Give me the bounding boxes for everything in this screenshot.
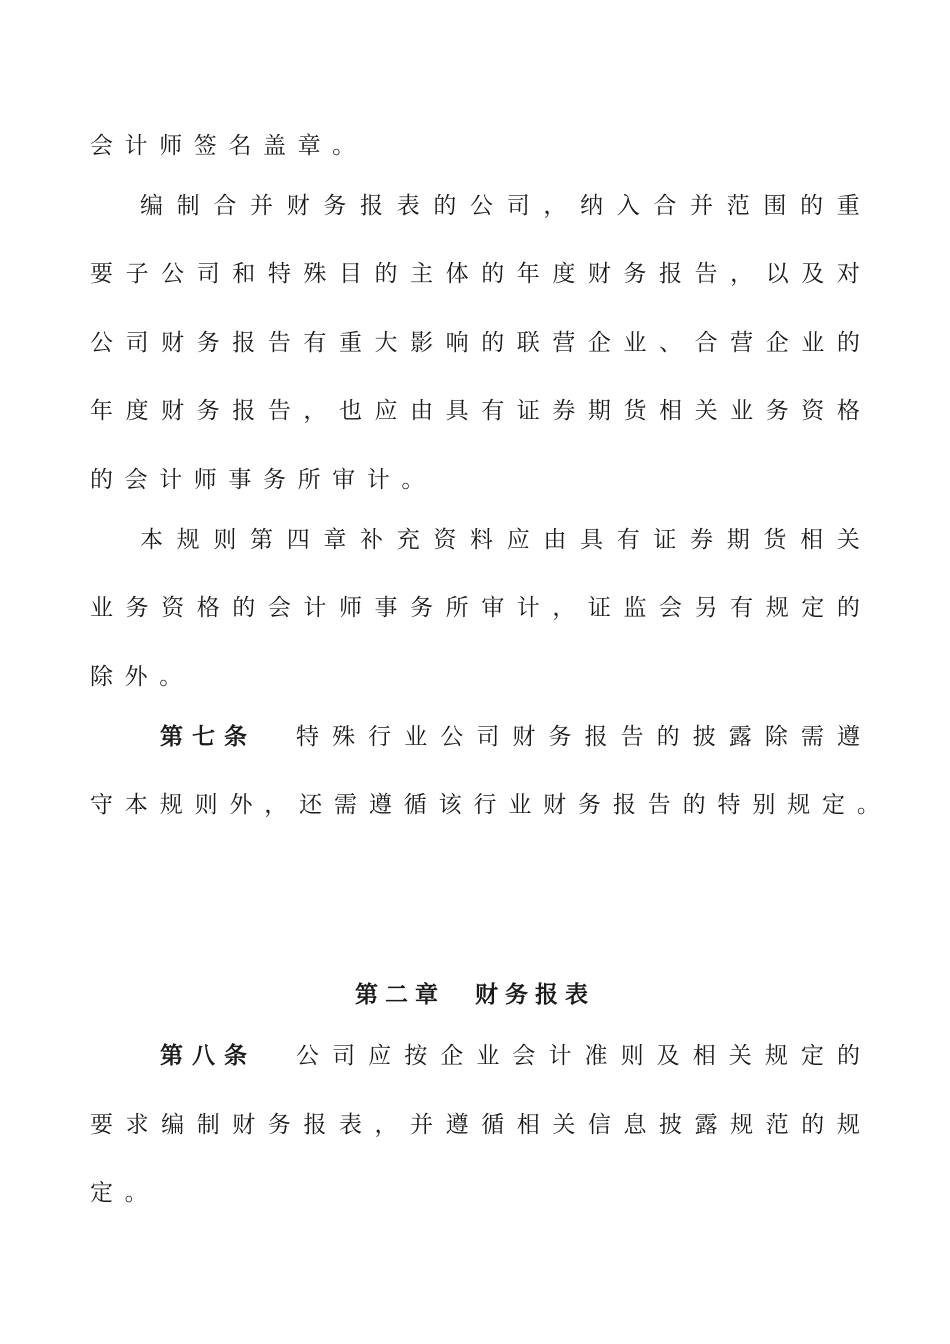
paragraph-line: 的 会 计 师 事 务 所 审 计 。 [90,467,425,493]
paragraph-line: 业 务 资 格 的 会 计 师 事 务 所 审 计 ， 证 监 会 另 有 规 定 的 [90,595,860,621]
paragraph-line: 会 计 师 签 名 盖 章 。 [90,133,356,159]
paragraph-line: 定 。 [90,1180,148,1206]
article-8-text: 公 司 应 按 企 业 会 计 准 则 及 相 关 规 定 的 [296,1043,860,1069]
article-7-title: 第七条 [160,724,256,750]
paragraph-line: 要 求 编 制 财 务 报 表 ， 并 遵 循 相 关 信 息 披 露 规 范 的 规 [90,1112,860,1138]
paragraph-line: 除 外 。 [90,664,183,690]
chapter-heading [0,975,950,1015]
paragraph-line: 编 制 合 并 财 务 报 表 的 公 司 ， 纳 入 合 并 范 围 的 重 [140,193,860,219]
paragraph-line: 公 司 财 务 报 告 有 重 大 影 响 的 联 营 企 业 、 合 营 企 业 的 [90,330,860,356]
paragraph-line: 守 本 规 则 外 ， 还 需 遵 循 该 行 业 财 务 报 告 的 特 别 规 定 。 [90,792,880,818]
paragraph-line: 本 规 则 第 四 章 补 充 资 料 应 由 具 有 证 券 期 货 相 关 [140,527,860,553]
article-7-text: 特 殊 行 业 公 司 财 务 报 告 的 披 露 除 需 遵 [296,724,860,750]
chapter-title: 财务报表 [475,982,595,1008]
chapter-number: 第二章 [355,982,445,1008]
paragraph-line: 要 子 公 司 和 特 殊 目 的 主 体 的 年 度 财 务 报 告 ， 以 及 对 [90,261,860,287]
article-8-title: 第八条 [160,1043,256,1069]
paragraph-line: 年 度 财 务 报 告 ， 也 应 由 具 有 证 券 期 货 相 关 业 务 资 格 [90,398,860,424]
article-7-line [160,717,860,757]
article-8-line [160,1036,860,1076]
